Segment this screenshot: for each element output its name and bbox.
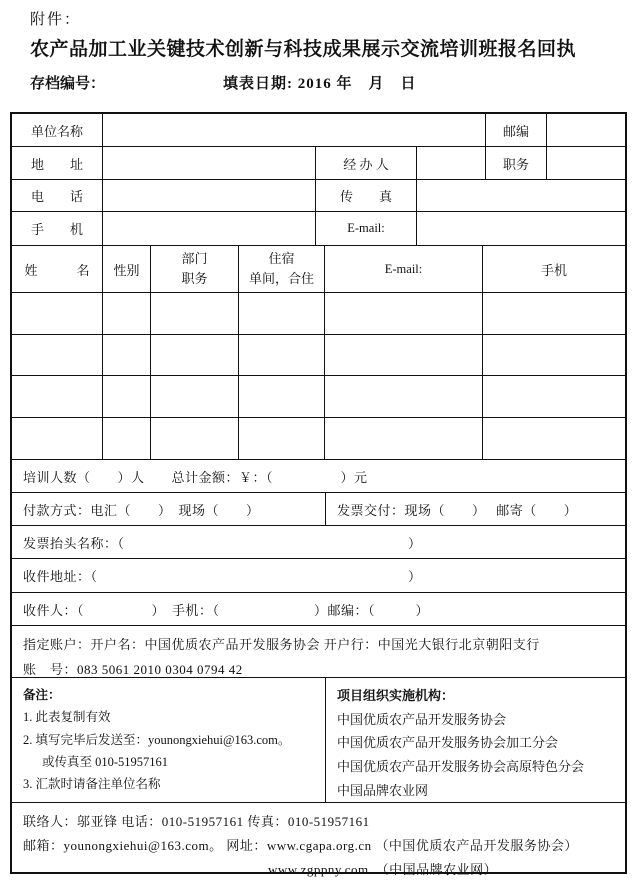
attendee-gender-header: 性别 [102, 246, 150, 292]
contact-email-web-line: 邮箱：younongxiehui@163.com。 网址：www.cgapa.org.cn （中国优质农产品开发服务协会） [23, 838, 578, 854]
attendee-email-cell [324, 418, 482, 459]
attendee-dept-cell [150, 335, 238, 375]
payment-row [12, 493, 625, 526]
position-field [546, 147, 625, 179]
dept-header-line1: 部门 [181, 250, 208, 266]
address-field [102, 147, 315, 179]
archive-number-label: 存档编号： [30, 76, 106, 92]
attendee-gender-cell [102, 418, 150, 459]
postcode-label: 邮编 [485, 114, 546, 146]
account-line1: 指定账户：开户名：中国优质农产品开发服务协会 开户行：中国光大银行北京朝阳支行 [23, 637, 540, 652]
attendee-email-header: E-mail: [324, 246, 482, 292]
unit-name-label: 单位名称 [30, 123, 83, 139]
note-item-continued: 或传真至 010-51957161 [42, 754, 169, 769]
organizer-item: 中国优质农产品开发服务协会高原特色分会 [337, 758, 585, 774]
attendee-gender-cell [102, 335, 150, 375]
unit-name-field [102, 114, 485, 146]
account-row [12, 626, 625, 678]
invoice-title-text: 发票抬头名称：（ ） [23, 535, 422, 551]
attendee-mobile-cell [482, 418, 625, 459]
attendee-gender-cell [102, 293, 150, 334]
attendee-name-cell [12, 335, 102, 375]
attendee-row-3 [12, 376, 625, 418]
attendee-mobile-header: 手机 [482, 246, 625, 292]
dept-header-line2: 职务 [181, 271, 208, 286]
postcode-field [546, 114, 625, 146]
organizer-item: 中国优质农产品开发服务协会 [337, 711, 507, 727]
email-field [416, 212, 625, 245]
attendee-name-cell [12, 376, 102, 417]
registration-form-table [10, 112, 627, 878]
attendee-stay-header [238, 246, 324, 292]
organizer-item: 中国品牌农业网 [337, 782, 429, 798]
handler-field [416, 147, 485, 179]
attendee-stay-cell [238, 293, 324, 334]
contact-footer-row [12, 803, 625, 881]
organizers-title: 项目组织实施机构： [337, 688, 455, 703]
attendee-mobile-cell [482, 293, 625, 334]
page-header [0, 0, 636, 93]
account-info [12, 626, 625, 677]
recipient-address-text: 收件地址：（ ） [23, 569, 422, 584]
attendee-name-cell [12, 418, 102, 459]
fax-label: 传 真 [315, 180, 416, 211]
handler-label: 经 办 人 [315, 147, 416, 179]
mobile-label: 手 机 [30, 222, 83, 237]
note-item: 1. 此表复制有效 [23, 710, 111, 725]
attendee-header-row [12, 246, 625, 293]
count-amount-row [12, 460, 625, 493]
attendee-email-cell [324, 376, 482, 417]
attendee-row-4 [12, 418, 625, 460]
header-meta-row [30, 72, 636, 93]
attendee-stay-cell [238, 335, 324, 375]
attendee-stay-cell [238, 376, 324, 417]
organizers-cell [325, 678, 625, 802]
contact-web2-line: www.zgppny.com （中国品牌农业网） [268, 862, 498, 878]
unit-name-row [12, 114, 625, 147]
mobile-row [12, 212, 625, 246]
notes-organizers-row [12, 678, 625, 803]
address-row [12, 147, 625, 180]
note-item: 3. 汇款时请备注单位名称 [23, 777, 161, 791]
mobile-field [102, 212, 315, 245]
invoice-delivery-text: 发票交付：现场（ ） 邮寄（ ） [325, 493, 625, 525]
phone-field [102, 180, 315, 211]
page-title: 农产品加工业关键技术创新与科技成果展示交流培训班报名回执 [30, 39, 577, 60]
recipient-row [12, 593, 625, 626]
attendee-dept-cell [150, 293, 238, 334]
attendee-mobile-cell [482, 335, 625, 375]
recipient-line-text: 收件人：（ ） 手机：（ ）邮编：（ ） [23, 602, 430, 618]
recipient-address-row [12, 559, 625, 593]
attendee-email-cell [324, 335, 482, 375]
stay-header-line1: 住宿 [268, 250, 295, 266]
phone-row [12, 180, 625, 212]
account-number: 账 号：083 5061 2010 0304 0794 42 [23, 661, 243, 677]
position-label: 职务 [485, 147, 546, 179]
contact-person-line: 联络人：邬亚锋 电话：010-51957161 传真：010-51957161 [23, 814, 370, 829]
attendee-name-cell [12, 293, 102, 334]
email-label: E-mail: [315, 212, 416, 245]
fill-date-label: 填表日期: 2016 年 月 日 [223, 76, 417, 92]
attendee-gender-cell [102, 376, 150, 417]
contact-footer [12, 803, 625, 881]
note-item: 2. 填写完毕后发送至：younongxiehui@163.com。 [23, 732, 291, 747]
stay-header-line2: 单间，合住 [248, 271, 314, 286]
attendee-stay-cell [238, 418, 324, 459]
count-amount-text: 培训人数（ ）人 总计金额：￥：（ ）元 [23, 469, 368, 485]
invoice-title-row [12, 526, 625, 559]
fax-field [416, 180, 625, 211]
address-label: 地 址 [30, 156, 83, 172]
attendee-row-1 [12, 293, 625, 335]
attendee-email-cell [324, 293, 482, 334]
attendee-name-header: 姓 名 [24, 262, 90, 278]
attendee-dept-cell [150, 376, 238, 417]
notes-title: 备注： [23, 688, 61, 702]
attachment-label: 附件： [30, 12, 82, 28]
organizer-item: 中国优质农产品开发服务协会加工分会 [337, 735, 559, 751]
attendee-row-2 [12, 335, 625, 376]
payment-method-text: 付款方式：电汇（ ） 现场（ ） [23, 502, 260, 518]
notes-cell [12, 678, 325, 802]
phone-label: 电 话 [30, 189, 83, 204]
attendee-dept-header [150, 246, 238, 292]
attendee-dept-cell [150, 418, 238, 459]
attendee-mobile-cell [482, 376, 625, 417]
